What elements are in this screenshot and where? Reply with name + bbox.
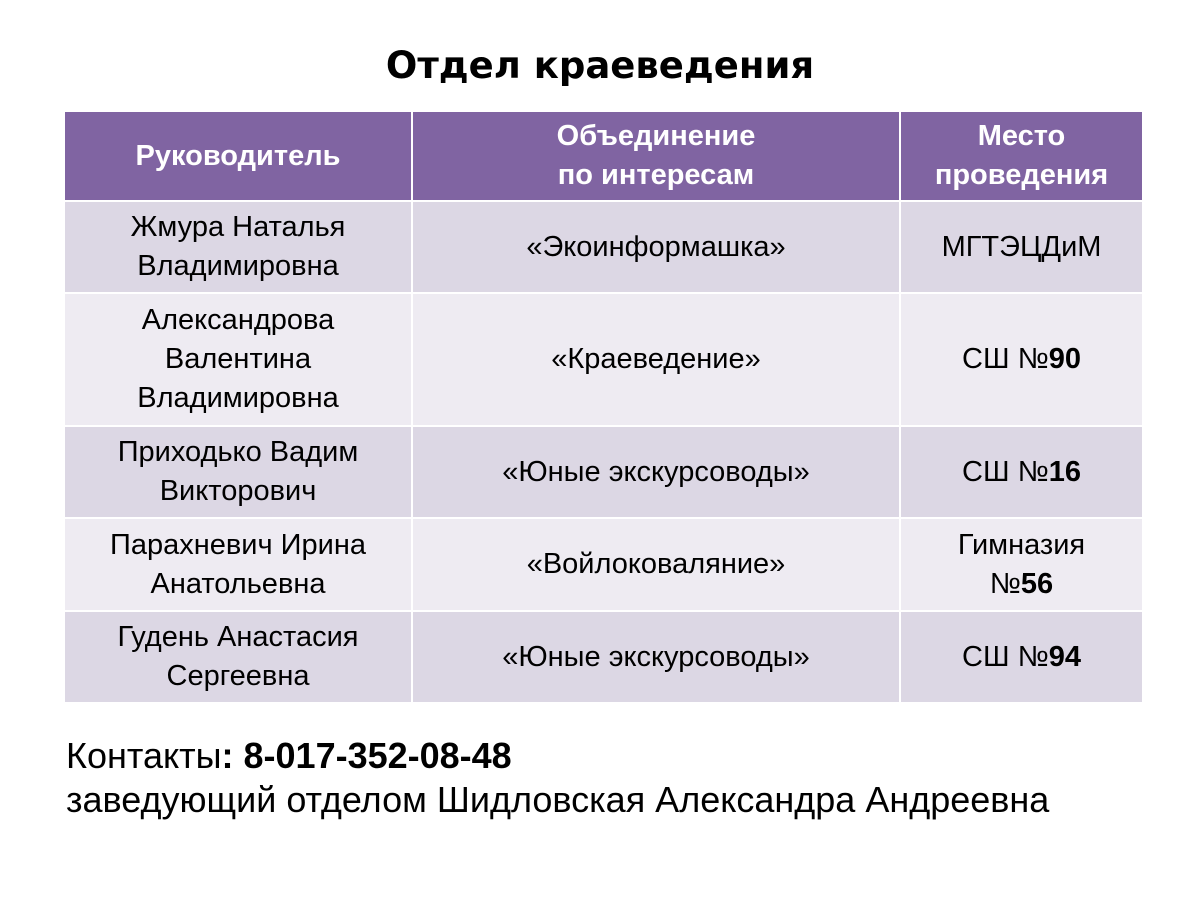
- cell-club: «Экоинформашка»: [412, 201, 900, 293]
- cell-leader: Приходько Вадим Викторович: [64, 426, 412, 518]
- contacts-block: [66, 734, 1049, 822]
- table-row: [64, 201, 1143, 293]
- place-text: Гимназия №: [957, 528, 1086, 600]
- cell-place: [900, 293, 1143, 426]
- contacts-colon: :: [221, 735, 234, 776]
- place-number: 56: [1020, 567, 1054, 600]
- cell-club: «Юные экскурсоводы»: [412, 426, 900, 518]
- cell-place: [900, 611, 1143, 703]
- header-leader: Руководитель: [64, 111, 412, 201]
- table-row: [64, 518, 1143, 611]
- cell-club: «Юные экскурсоводы»: [412, 611, 900, 703]
- place-text: СШ №: [962, 343, 1049, 375]
- contacts-phone: 8-017-352-08-48: [243, 735, 512, 776]
- cell-place: [900, 201, 1143, 293]
- cell-leader: Парахневич Ирина Анатольевна: [64, 518, 412, 611]
- contacts-label: Контакты: [66, 735, 222, 776]
- header-place: Место проведения: [900, 111, 1143, 201]
- place-text: СШ №: [962, 640, 1049, 673]
- table-row: [64, 293, 1143, 426]
- table-header-row: [64, 111, 1143, 201]
- cell-place: [900, 426, 1143, 518]
- place-number: 16: [1048, 455, 1081, 488]
- clubs-table: [63, 110, 1144, 704]
- page-title: Отдел краеведения: [385, 44, 815, 87]
- cell-club: «Краеведение»: [412, 293, 900, 426]
- cell-leader: Александрова Валентина Владимировна: [64, 293, 412, 426]
- table-row: [64, 611, 1143, 703]
- place-text: МГТЭЦДиМ: [941, 230, 1102, 263]
- cell-leader: Жмура Наталья Владимировна: [64, 201, 412, 293]
- contacts-line: [66, 734, 1049, 778]
- contacts-manager: заведующий отделом Шидловская Александра Андреевна: [66, 779, 1050, 820]
- cell-leader: Гудень Анастасия Сергеевна: [64, 611, 412, 703]
- cell-club: «Войлоковаляние»: [412, 518, 900, 611]
- place-number: 90: [1048, 343, 1081, 375]
- place-text: СШ №: [962, 455, 1049, 488]
- cell-place: [900, 518, 1143, 611]
- table-row: [64, 426, 1143, 518]
- header-club: Объединение по интересам: [412, 111, 900, 201]
- place-number: 94: [1048, 640, 1081, 673]
